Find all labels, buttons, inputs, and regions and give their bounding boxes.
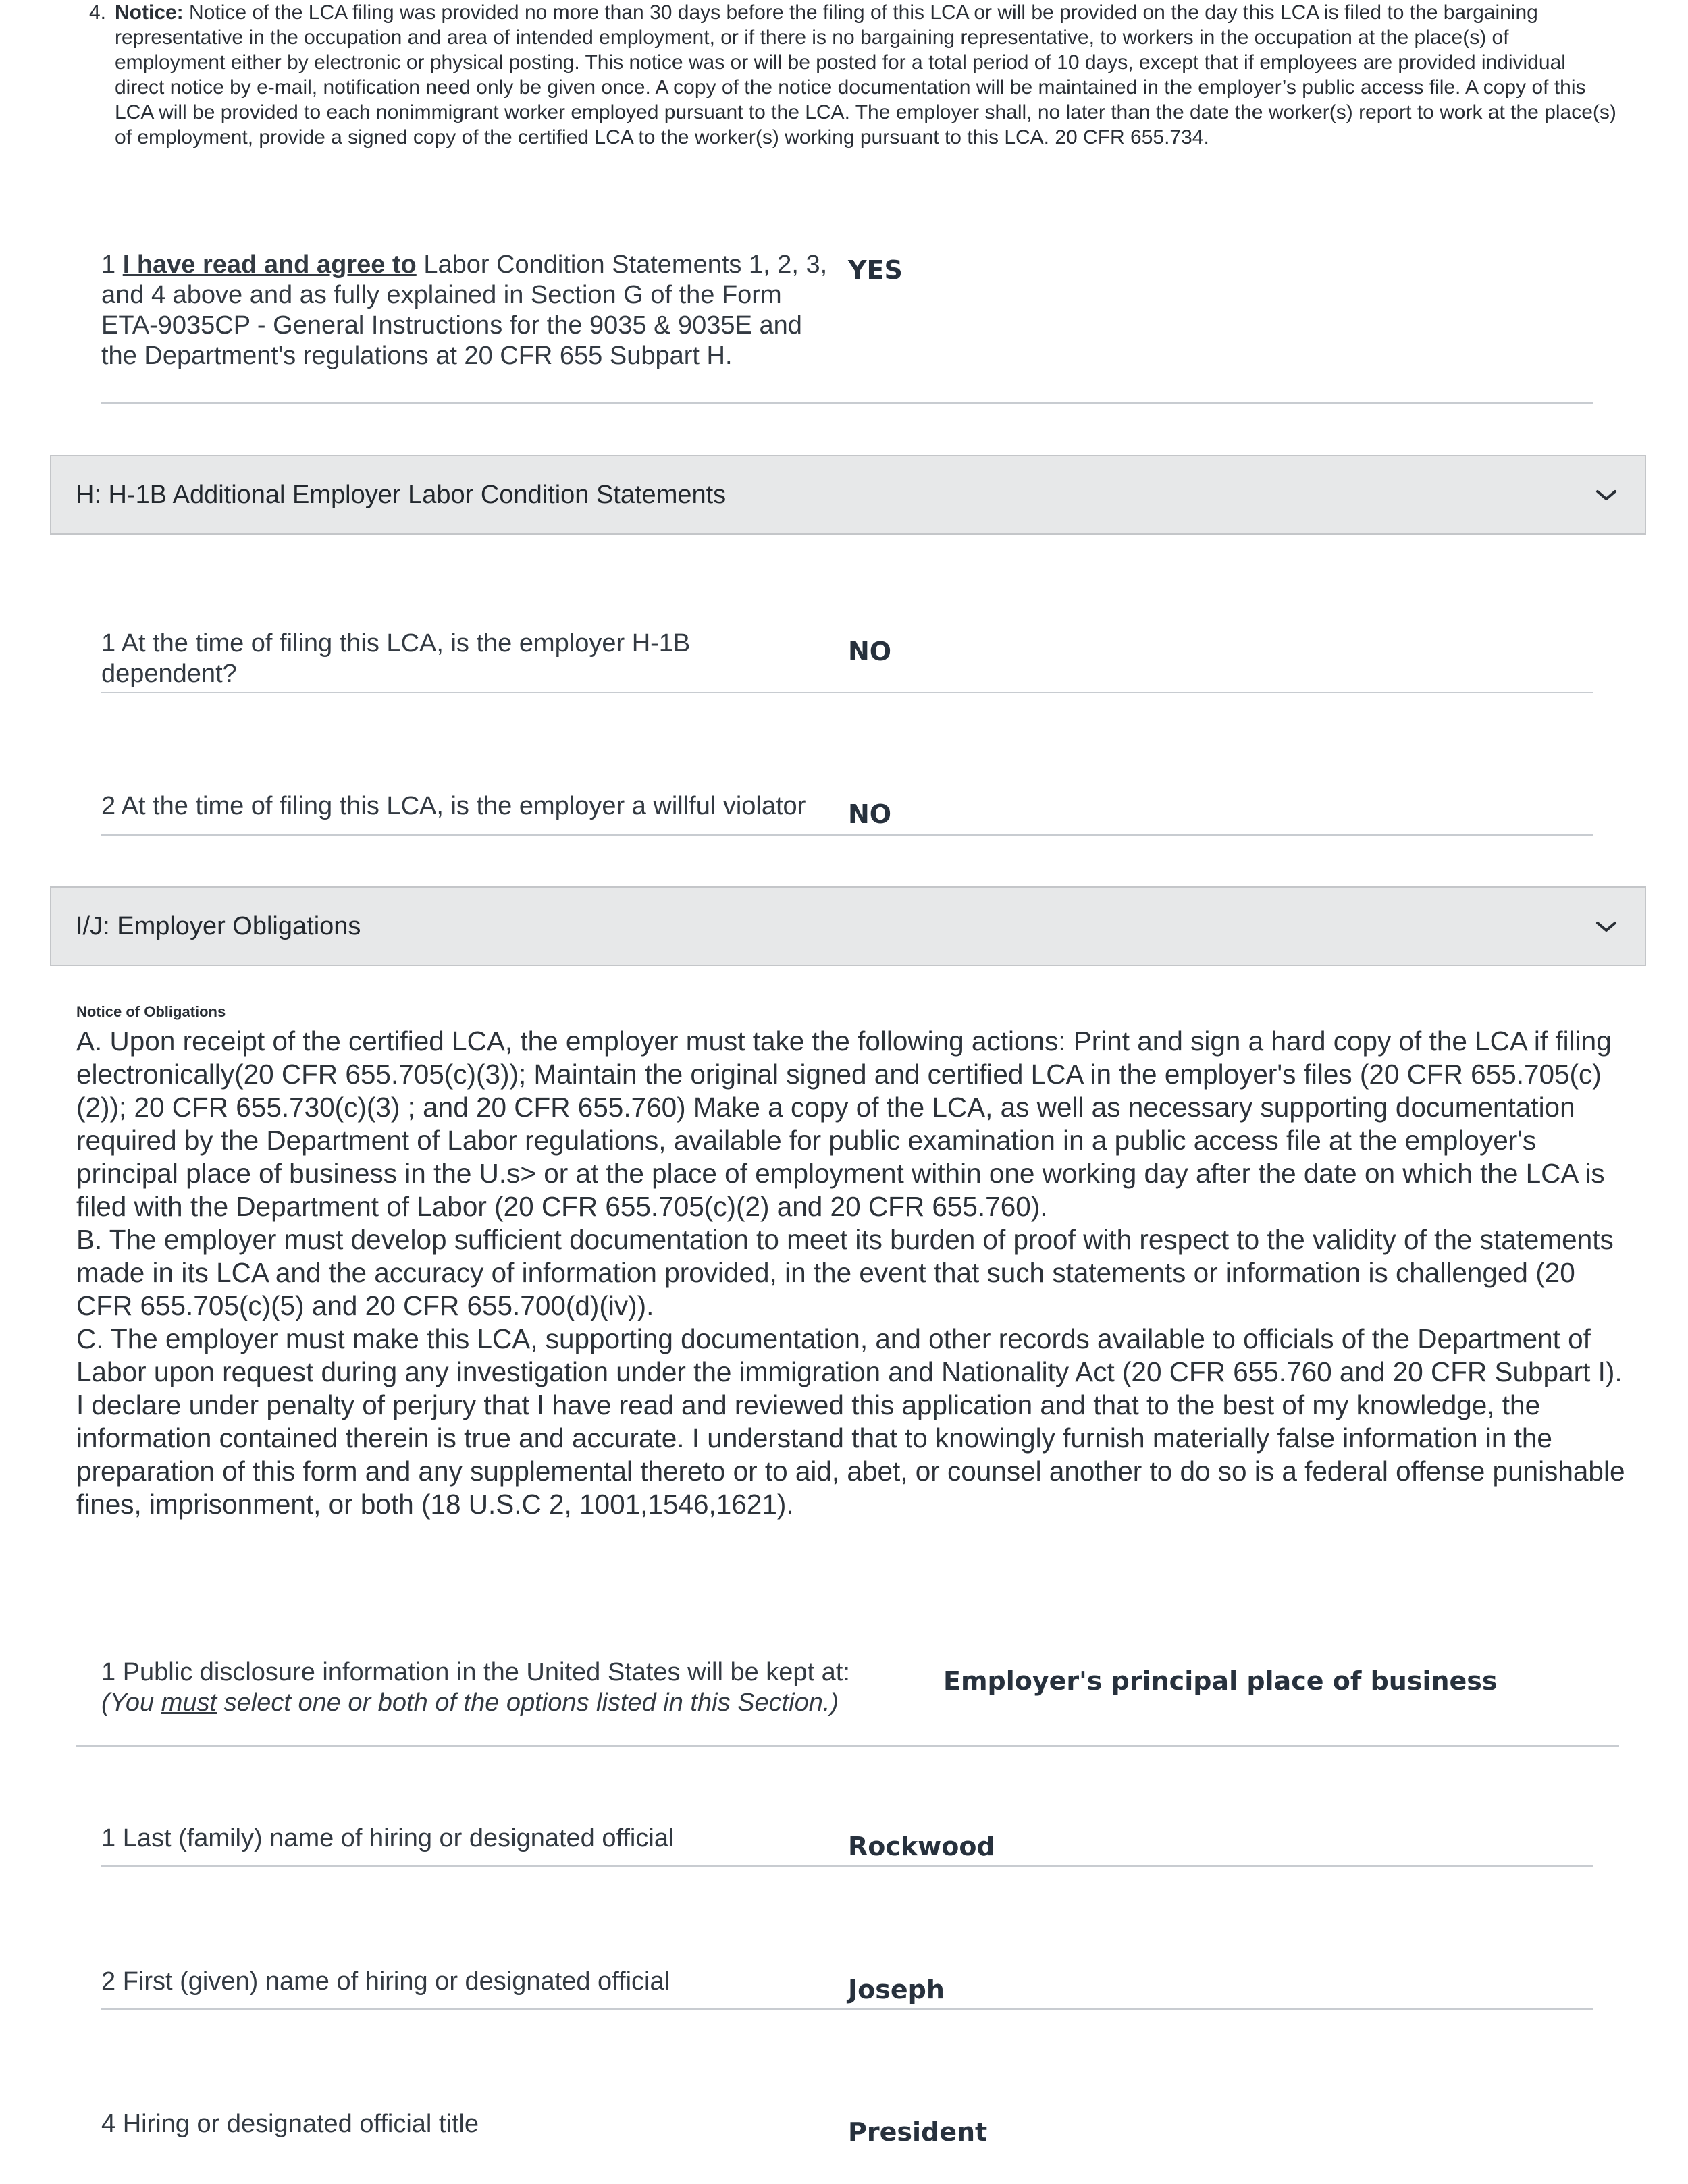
perjury-declaration: I declare under penalty of perjury that I have read and reviewed this application and that to the best of my knowledge, the information contained therein is true and accurate. I understand that to knowingly furnish materially false information in the preparation of this form and any supplemental thereto or to aid, abet, or counsel another to do so is a federal offense punishable fines, imprisonment, or both (18 U.S.C 2, 1001,1546,1621). [76,1389,1625,1520]
obligation-a: A. Upon receipt of the certified LCA, the employer must take the following actions: Print and sign a hard copy of the LCA if filing electronically(20 CFR 655.705(c)(3)); Maintain the original signed and certified LCA in the employer's files (20 CFR 655.705(c)(2)); 20 CFR 655.730(c)(3) ; and 20 CFR 655.760) Make a copy of the LCA, as well as necessary supporting documentation required by the Department of Labor regulations, available for public examination in a public access file at the employer's principal place of business in the U.s> or at the place of employment within one working day after the date on which the LCA is filed with the Department of Labor (20 CFR 655.705(c)(2) and 20 CFR 655.760). [76,1026,1612,1222]
notice-statement-4 [89,0,1617,150]
agree-statements-question: 1 I have read and agree to Labor Condition Statements 1, 2, 3, and 4 above and as fully explained in Section G of the Form ETA-9035CP - General Instructions for the 9035 & 9035E and the Department's regulations at 20 CFR 655 Subpart H. [101,250,828,370]
official-first-name-label: 2 First (given) name of hiring or designated official [101,1967,670,1996]
notice-text: Notice of the LCA filing was provided no more than 30 days before the filing of this LCA or will be provided on the day this LCA is filed to the bargaining representative in the occupation and area of intended employment, or if there is no bargaining representative, to workers in the occupation at the place(s) of employment either by electronic or physical posting. This notice was or will be posted for a total period of 10 days, except that if employees are provided individual direct notice by e-mail, notification need only be given once. A copy of the notice documentation will be maintained in the employer’s public access file. A copy of this LCA will be provided to each nonimmigrant worker employed pursuant to the LCA. The employer shall, no later than the date the worker(s) report to work at the place(s) of employment, provide a signed copy of the certified LCA to the worker(s) working pursuant to this LCA. 20 CFR 655.734. [115,1,1616,149]
h1b-dependent-row [101,629,1593,693]
divider [76,1745,1619,1747]
notice-number: 4. [89,1,107,24]
obligation-b: B. The employer must develop sufficient documentation to meet its burden of proof with respect to the validity of the statements made in its LCA and the accuracy of information provided, in the event that such statements or information is challenged (20 CFR 655.705(c)(5) and 20 CFR 655.700(d)(iv)). [76,1224,1614,1321]
h1b-dependent-answer: NO [848,637,892,666]
notice-of-obligations-title: Notice of Obligations [76,1003,226,1020]
willful-violator-question: 2 At the time of filing this LCA, is the employer a willful violator [101,792,806,820]
official-title-value: President [848,2117,988,2147]
public-disclosure-answer: Employer's principal place of business [943,1666,1498,1696]
official-last-name-label: 1 Last (family) name of hiring or designated official [101,1824,675,1853]
public-disclosure-label: 1 Public disclosure information in the United States will be kept at: [101,1658,850,1686]
notice-label: Notice: [115,1,184,24]
public-disclosure-hint: (You must select one or both of the options listed in this Section.) [101,1688,839,1717]
notice-of-obligations-body [76,1025,1629,1521]
public-disclosure-question [101,1657,850,1718]
section-h-title: H: H-1B Additional Employer Labor Condition Statements [76,481,727,509]
official-title-label: 4 Hiring or designated official title [101,2110,479,2138]
official-last-name-row [101,1823,1593,1867]
section-ij-title: I/J: Employer Obligations [76,912,361,940]
official-last-name-value: Rockwood [848,1832,995,1861]
agree-statements-row [101,250,1593,404]
chevron-down-icon[interactable] [1595,485,1618,505]
agree-statements-answer: YES [848,255,903,285]
willful-violator-answer: NO [848,799,892,829]
official-first-name-value: Joseph [848,1975,945,2004]
willful-violator-row [101,791,1593,836]
h1b-dependent-question: 1 At the time of filing this LCA, is the employer H-1B dependent? [101,629,691,688]
agree-emphasis: I have read and agree to [122,250,417,279]
official-title-row [101,2109,1593,2163]
section-ij-header[interactable] [50,886,1646,966]
obligation-c: C. The employer must make this LCA, supporting documentation, and other records available to officials of the Department of Labor upon request during any investigation under the immigration and Nationality Act (20 CFR 655.760 and 20 CFR Subpart I). [76,1323,1623,1387]
section-h-header[interactable] [50,455,1646,535]
chevron-down-icon[interactable] [1595,916,1618,936]
official-first-name-row [101,1967,1593,2010]
